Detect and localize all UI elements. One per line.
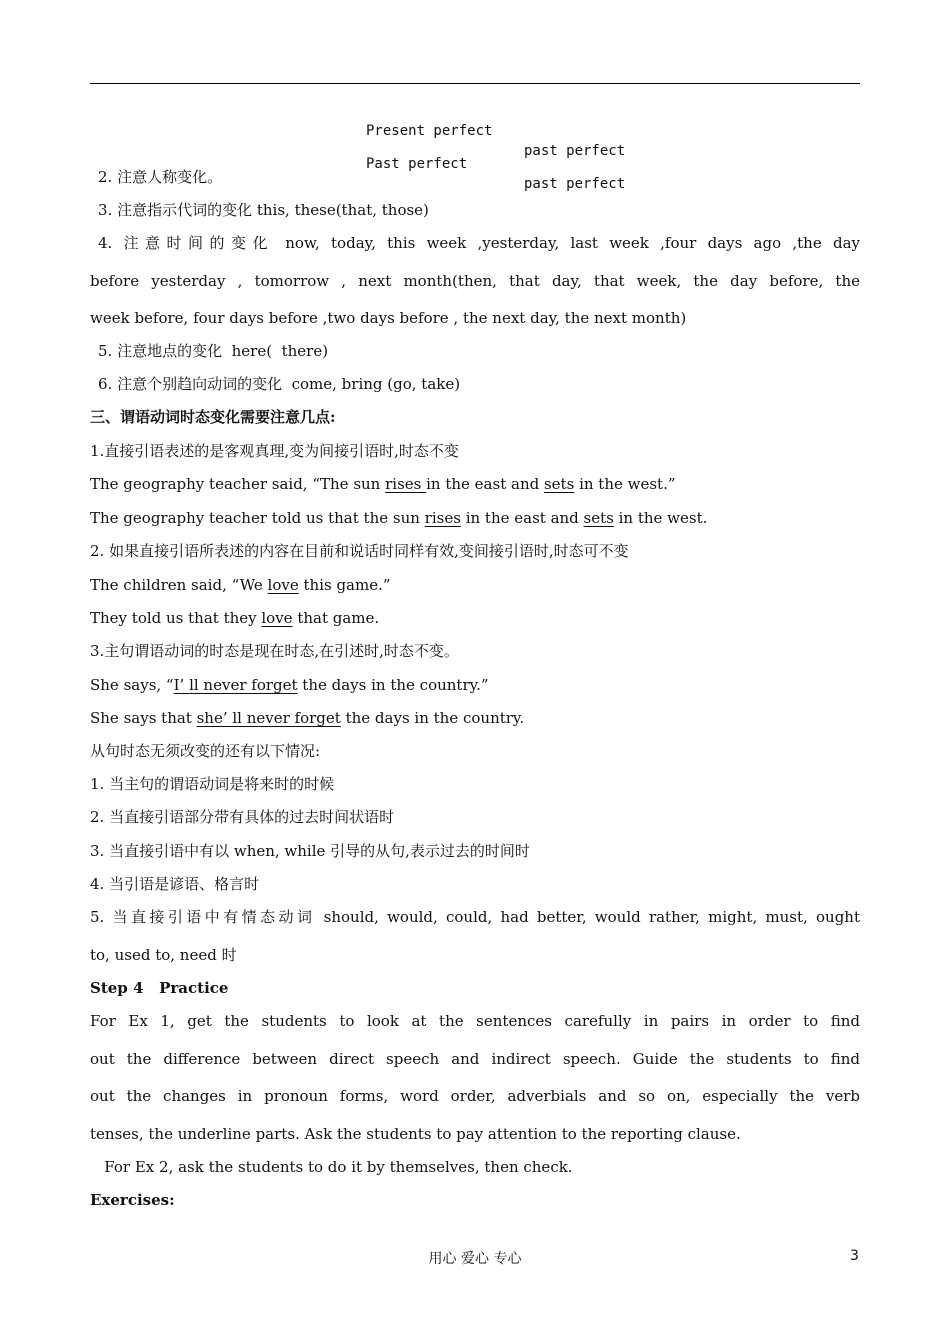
- practice-para-1-line-3: out the changes in pronoun forms, word order, adverbials and so on, especially the verb: [90, 1087, 860, 1105]
- text: in the east and: [426, 475, 544, 493]
- text: this game.”: [298, 576, 391, 594]
- practice-para-1-line-2: out the difference between direct speech and indirect speech. Guide the students to find: [90, 1050, 860, 1068]
- text: the days in the country.”: [297, 676, 489, 694]
- case-5-line-2: to, used to, need 时: [90, 946, 237, 964]
- practice-para-1-line-4: tenses, the underline parts. Ask the students to pay attention to the reporting clause.: [90, 1125, 741, 1143]
- underlined-verb: sets: [543, 475, 575, 493]
- header-rule: [90, 83, 860, 84]
- text: The geography teacher told us that the sun: [90, 509, 425, 527]
- example-2-indirect: [90, 608, 860, 628]
- underlined-verb: rises: [385, 475, 427, 493]
- section-3-heading: 三、谓语动词时态变化需要注意几点:: [90, 408, 336, 426]
- note-4-line-2: before yesterday , tomorrow , next month(then, that day, that week, the day before, the: [90, 272, 860, 290]
- note-3: 3. 注意指示代词的变化 this, these(that, those): [98, 201, 429, 219]
- text: They told us that they: [90, 609, 262, 627]
- text: in the east and: [460, 509, 584, 527]
- example-1-direct: [90, 474, 860, 494]
- text: She says, “: [90, 676, 174, 694]
- text: that game.: [292, 609, 380, 627]
- rule-1: 1.直接引语表述的是客观真理,变为间接引语时,时态不变: [90, 442, 459, 460]
- underlined-verb: sets: [583, 509, 614, 527]
- practice-para-1-line-1: For Ex 1, get the students to look at the sentences carefully in pairs in order to find: [90, 1012, 860, 1030]
- rule-2: 2. 如果直接引语所表述的内容在目前和说话时同样有效,变间接引语时,时态可不变: [90, 542, 629, 560]
- other-cases-heading: 从句时态无须改变的还有以下情况:: [90, 742, 321, 760]
- text: The geography teacher said, “The sun: [90, 475, 386, 493]
- underlined-verb: rises: [424, 509, 461, 527]
- exercises-heading: Exercises:: [90, 1191, 175, 1209]
- underlined-verb: love: [261, 609, 293, 627]
- case-4: 4. 当引语是谚语、格言时: [90, 875, 260, 893]
- practice-para-2: For Ex 2, ask the students to do it by themselves, then check.: [90, 1158, 573, 1176]
- text: in the west.”: [574, 475, 676, 493]
- note-4-line-3: week before, four days before ,two days before , the next day, the next month): [90, 309, 687, 327]
- case-2: 2. 当直接引语部分带有具体的过去时间状语时: [90, 808, 395, 826]
- page-number: 3: [850, 1248, 859, 1264]
- example-3-direct: [90, 675, 860, 695]
- case-1: 1. 当主句的谓语动词是将来时的时候: [90, 775, 335, 793]
- case-5-line-1: 5. 当直接引语中有情态动词 should, would, could, had better, would rather, might, must, ought: [90, 908, 860, 926]
- text: the days in the country.: [340, 709, 525, 727]
- tense-direct: Past perfect: [366, 156, 468, 172]
- note-5: 5. 注意地点的变化 here( there): [98, 342, 329, 360]
- example-3-indirect: [90, 708, 860, 728]
- note-2: 2. 注意人称变化。: [98, 168, 223, 186]
- text: in the west.: [613, 509, 708, 527]
- tense-indirect: past perfect: [524, 176, 626, 192]
- footer-text: 用心 爱心 专心: [428, 1251, 522, 1267]
- case-3: 3. 当直接引语中有以 when, while 引导的从句,表示过去的时间时: [90, 842, 530, 860]
- tense-direct: Present perfect: [366, 123, 493, 139]
- example-2-direct: [90, 575, 860, 595]
- underlined-phrase: I’ ll never forget: [173, 676, 298, 694]
- example-1-indirect: [90, 508, 860, 528]
- step-4-heading: Step 4 Practice: [90, 979, 229, 997]
- tense-indirect: past perfect: [524, 143, 626, 159]
- text: The children said, “We: [90, 576, 268, 594]
- underlined-phrase: she’ ll never forget: [196, 709, 341, 727]
- underlined-verb: love: [267, 576, 299, 594]
- note-4-line-1: 4. 注意时间的变化 now, today, this week ,yesterday, last week ,four days ago ,the day: [98, 234, 860, 252]
- rule-3: 3.主句谓语动词的时态是现在时态,在引述时,时态不变。: [90, 642, 459, 660]
- text: She says that: [90, 709, 197, 727]
- note-6: 6. 注意个别趋向动词的变化 come, bring (go, take): [98, 375, 461, 393]
